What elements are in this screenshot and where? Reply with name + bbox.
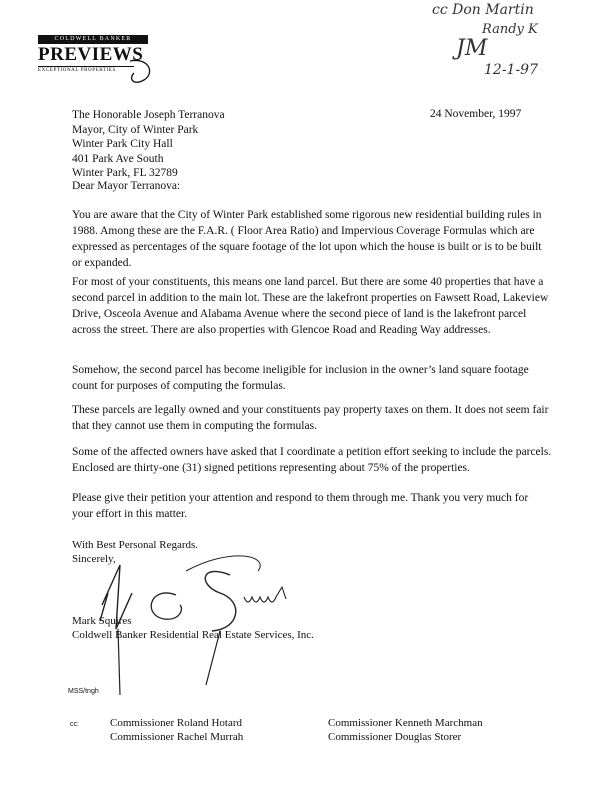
cc-recipient: Commissioner Roland Hotard (110, 717, 242, 729)
recipient-address (72, 108, 225, 181)
body-paragraph-2: For most of your constituents, this means one land parcel. But there are some 40 properties that have a second parcel in addition to the main lot. These are the lakefront properties on Fawsett Road, Lakeview Drive, Osceola Avenue and Alabama Avenue where the second piece of land is the lakefront parcel across the street. There are also properties with Glencoe Road and Reading Way addresses. (72, 276, 549, 336)
cc-label: cc: (70, 721, 79, 728)
body-paragraph-6: Please give their petition your attention and respond to them through me. Thank you very much for your effort in this matter. (72, 492, 529, 520)
closing-regards: With Best Personal Regards. (72, 539, 199, 551)
logo-tagline: EXCEPTIONAL PROPERTIES (38, 66, 134, 73)
recipient-org: Winter Park City Hall (72, 138, 173, 150)
handwritten-cc-line: cc Don Martin (432, 2, 534, 18)
logo-top-line: COLDWELL BANKER (38, 35, 148, 44)
recipient-street: 401 Park Ave South (72, 152, 164, 165)
handwritten-recipient: Randy K (482, 22, 538, 37)
company-logo (38, 35, 148, 73)
body-paragraph-1: You are aware that the City of Winter Park established some rigorous new residential building rules in 1988. Among these are the F.A.R. ( Floor Area Ratio) and Impervious Coverage Formulas which are expressed as percentages of the square footage of the lot upon which the house is built or is to be built or expanded. (72, 209, 542, 269)
cc-recipient: Commissioner Kenneth Marchman (328, 717, 483, 729)
letter-date: 24 November, 1997 (430, 108, 522, 120)
body-paragraph-3: Somehow, the second parcel has become ineligible for inclusion in the owner’s land square footage count for purposes of computing the formulas. (72, 364, 529, 392)
closing-sincerely: Sincerely, (72, 553, 116, 565)
handwritten-date: 12-1-97 (484, 62, 538, 78)
body-paragraph-4: These parcels are legally owned and your constituents pay property taxes on them. It does not seem fair that they cannot use them in computing the formulas. (72, 404, 549, 432)
recipient-city: Winter Park, FL 32789 (72, 167, 178, 179)
body-paragraph-5: Some of the affected owners have asked that I coordinate a petition effort seeking to include the parcels. Enclosed are thirty-one (31) signed petitions representing about 75% of the properties. (72, 446, 552, 474)
signer-block (72, 614, 314, 642)
logo-main-text: PREVIEWS (38, 44, 144, 65)
handwritten-initials: JM (456, 36, 488, 61)
cc-recipient: Commissioner Douglas Storer (328, 731, 462, 743)
cc-column-1 (110, 716, 243, 744)
cc-recipient: Commissioner Rachel Murrah (110, 731, 244, 743)
cc-column-2 (328, 716, 483, 744)
signer-company: Coldwell Banker Residential Real Estate Services, Inc. (72, 629, 314, 641)
recipient-title: Mayor, City of Winter Park (72, 123, 199, 136)
logo-swoosh-icon (38, 35, 158, 95)
signer-name: Mark Squires (72, 615, 132, 627)
recipient-name: The Honorable Joseph Terranova (72, 109, 225, 121)
reference-initials: MSS/tngh (68, 688, 99, 695)
salutation: Dear Mayor Terranova: (72, 180, 181, 192)
